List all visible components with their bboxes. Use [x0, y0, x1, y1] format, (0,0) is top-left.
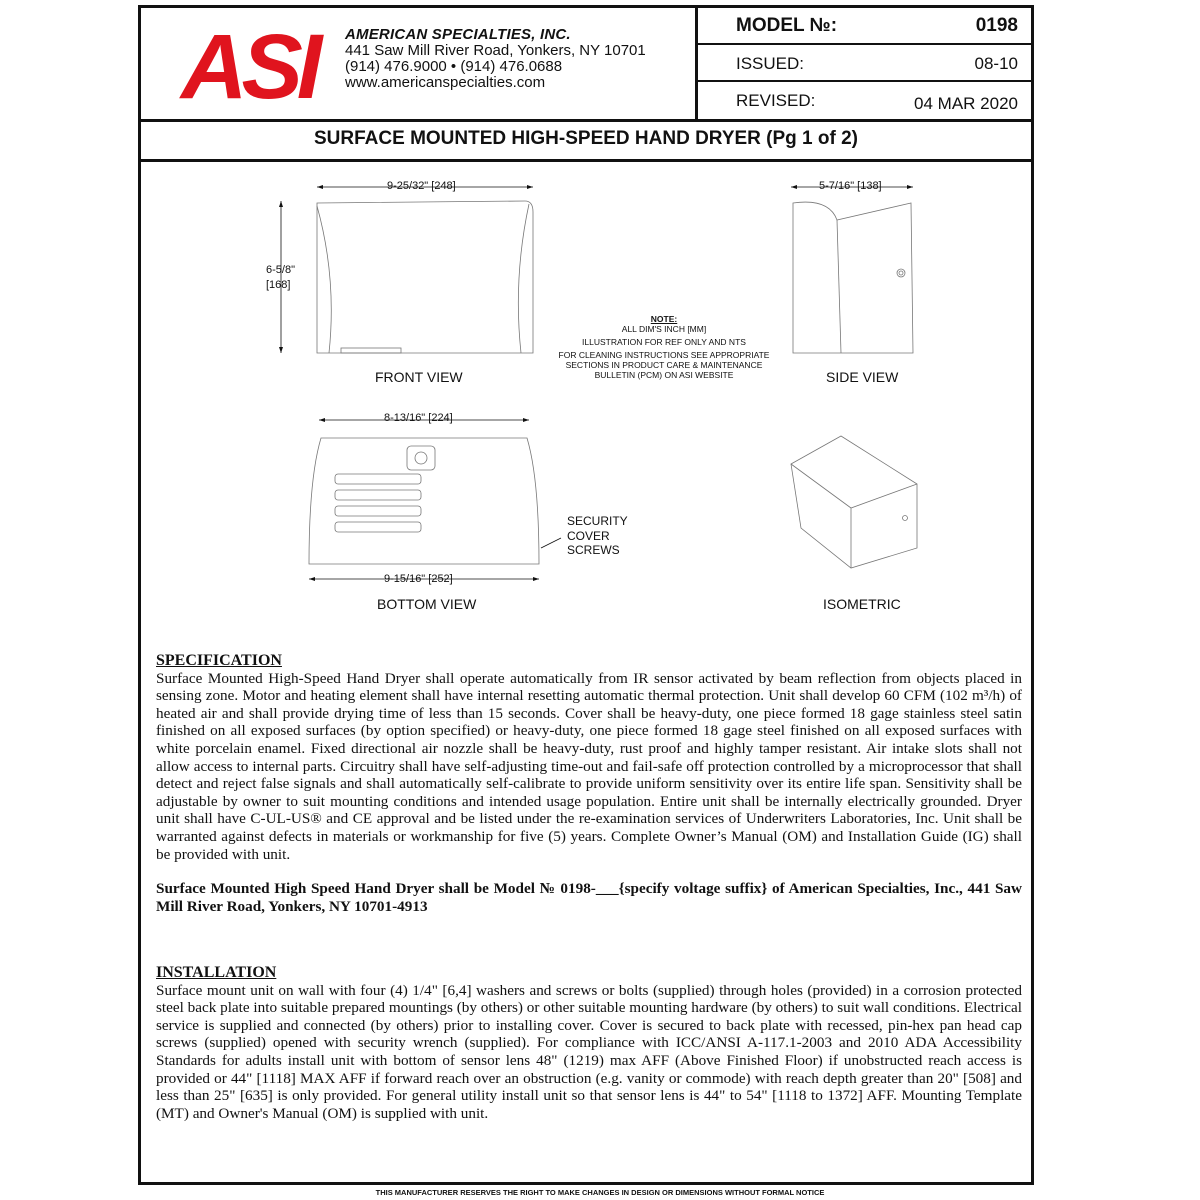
note-heading: NOTE: [650, 314, 678, 324]
spec-sheet [138, 5, 1034, 1185]
installation-paragraph: Surface mount unit on wall with four (4) 1/4" [6,4] washers and screws or bolts (supplied) through holes (provided) in a corrosion protected steel back plate into suitable prepared mountings (by others) or other suitable mounting hardware (by others) to suit wall conditions. Electrical service is supplied and connected (by others) prior to installing cover. Cover is secured to back plate with recessed, pin-hex pan head cap screws (supplied) opened with security wrench (supplied). For compliance with ICC/ANSI A-117.1-2003 and 2010 ADA Accessibility Standards for adults install unit with bottom of sensor lens 48" (1219) max AFF (Above Finished Floor) if unobstructed reach access is provided or 44" [1118] MAX AFF if forward reach over an obstruction (e.g. vanity or commode) with reach depth greater than 20" [508] and less than 25" [635] is only provided. For general utility install unit so that sensor lens is 44" to 54" [1118 to 1372] AFF. Mounting Template (MT) and Owner's Manual (OM) is supplied with unit. [156, 981, 1022, 1122]
bottom-width-dim: 9-15/16" [252] [384, 573, 453, 585]
revised-value: 04 MAR 2020 [914, 94, 1018, 113]
specification-heading: SPECIFICATION [156, 652, 282, 669]
specification-section [156, 652, 1022, 915]
company-name: AMERICAN SPECIALTIES, INC. [345, 26, 571, 43]
footer-disclaimer: THIS MANUFACTURER RESERVES THE RIGHT TO MAKE CHANGES IN DESIGN OR DIMENSIONS WITHOUT FORMAL NOTICE [375, 1188, 825, 1197]
bottom-top-dim: 8-13/16" [224] [384, 412, 453, 424]
security-label-3: SCREWS [567, 543, 620, 557]
security-label-1: SECURITY [567, 514, 628, 528]
side-depth-dim: 5-7/16" [138] [819, 180, 882, 192]
front-view-drawing [279, 185, 533, 353]
isometric-label: ISOMETRIC [823, 596, 901, 612]
specification-paragraph: Surface Mounted High-Speed Hand Dryer shall operate automatically from IR sensor activated by beam reflection from objects placed in sensing zone. Motor and heating element shall have internal resetting automatic thermal protection. Unit shall develop 60 CFM (102 m³/h) of heated air and shall provide drying time of less than 15 seconds. Cover shall be heavy-duty, one piece formed 18 gage stainless steel satin finished on all exposed surfaces (by option specified) or heavy-duty, one piece formed 18 gage steel finished on all exposed surfaces with white porcelain enamel. Fixed directional air nozzle shall be heavy-duty, rust proof and highly tamper resistant. Air intake slots shall not allow access to internal parts. Circuitry shall have self-adjusting time-out and fail-safe off protection controlled by a microprocessor that shall detect and reject false signals and shall automatically self-calibrate to provide uniform sensitivity over its entire life span. Sensitivity shall be adjustable by owner to suit mounting conditions and intended usage population. Entire unit shall be internally electrically grounded. Dryer unit shall have C-UL-US® and CE approval and be listed under the re-examination services of Underwriters Laboratories, Inc. Unit shall be warranted against defects in materials or workmanship for five (5) years. Complete Owner’s Manual (OM) and Installation Guide (IG) shall be provided with unit. [156, 669, 1022, 863]
bottom-view-label: BOTTOM VIEW [377, 596, 477, 612]
isometric-drawing [791, 436, 917, 568]
installation-heading: INSTALLATION [156, 964, 277, 981]
company-phone: (914) 476.9000 • (914) 476.0688 [345, 58, 563, 75]
drawings-area [141, 8, 1031, 648]
company-website[interactable]: www.americanspecialties.com [345, 74, 546, 91]
security-label-2: COVER [567, 529, 610, 543]
side-view-label: SIDE VIEW [826, 369, 899, 385]
note-line-1: ALL DIM'S INCH [MM] [621, 324, 707, 334]
bottom-view-drawing [309, 418, 561, 581]
page-title: SURFACE MOUNTED HIGH-SPEED HAND DRYER (Pg 1 of 2) [141, 119, 1031, 162]
specification-model-paragraph: Surface Mounted High Speed Hand Dryer shall be Model № 0198-___{specify voltage suffix} of American Specialties, Inc., 441 Saw Mill River Road, Yonkers, NY 10701-4913 [156, 880, 1022, 915]
front-height-dim-in: 6-5/8" [266, 264, 295, 276]
installation-section [156, 964, 1022, 1122]
note-line-3: FOR CLEANING INSTRUCTIONS SEE APPROPRIATE SECTIONS IN PRODUCT CARE & MAINTENANCE BULLETIN (PCM) ON ASI WEBSITE [558, 350, 770, 380]
issued-value: 08-10 [974, 54, 1018, 73]
front-width-dim: 9-25/32" [248] [387, 180, 456, 192]
revised-label: REVISED: [736, 91, 816, 110]
issued-label: ISSUED: [736, 54, 805, 73]
svg-text:ASI: ASI [181, 24, 317, 104]
model-label: MODEL №: [736, 15, 838, 36]
note-line-2: ILLUSTRATION FOR REF ONLY AND NTS [582, 337, 746, 347]
front-height-dim-mm: [168] [266, 279, 291, 291]
model-value: 0198 [975, 15, 1018, 36]
front-view-label: FRONT VIEW [375, 369, 463, 385]
side-view-drawing [791, 185, 913, 353]
company-address: 441 Saw Mill River Road, Yonkers, NY 10701 [345, 42, 646, 59]
note-block [549, 314, 779, 380]
